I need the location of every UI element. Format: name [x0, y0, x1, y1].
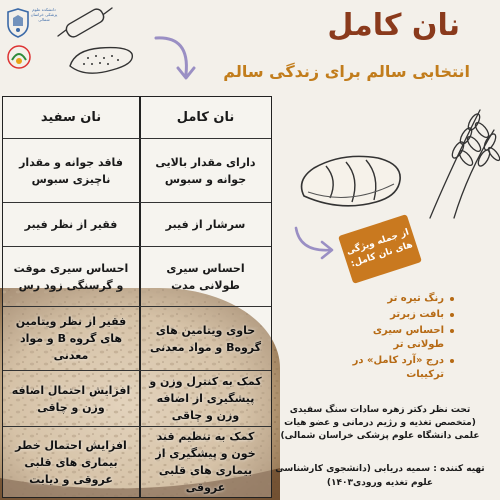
health-logo	[6, 44, 32, 70]
cell-whole: دارای مقدار بالایی جوانه و سبوس	[155, 155, 256, 186]
cell-whole: حاوی ویتامین های گروهB و مواد معدنی	[149, 323, 262, 354]
list-item: درج «آرد کامل» در ترکیبات	[342, 354, 454, 382]
prepared-by: تهیه کننده : سمیه دریابی (دانشجوی کارشناسی علوم تغذیه ورودی۱۴۰۳)	[275, 464, 485, 488]
cell-whole: کمک به تنظیم قند خون و پیشگیری از بیماری های قلبی عروقی	[155, 430, 256, 494]
list-item: رنگ تیره تر	[342, 292, 454, 306]
cell-whole: سرشار از فیبر	[165, 218, 246, 231]
logo-caption: دانشکده علوم پزشکی خراسان شمالی	[30, 7, 58, 22]
bread-loaf-icon	[290, 140, 410, 220]
table-header-row	[3, 97, 271, 139]
page-title: نان کامل	[327, 8, 460, 43]
cell-white: فاقد جوانه و مقدار ناچیزی سبوس	[19, 155, 123, 186]
features-badge: از جمله ویژگی های نان کامل:	[338, 214, 422, 284]
cell-white: فقیر از نظر ویتامین های گروه B و مواد معدنی	[15, 315, 127, 362]
list-item: بافت زبرتر	[342, 308, 454, 322]
page-subtitle: انتخابی سالم برای زندگی سالم	[223, 62, 470, 81]
cell-white: احساس سیری موقت و گرسنگی زود رس	[13, 261, 129, 292]
table-row	[3, 203, 271, 247]
cell-white: افزایش احتمال اضافه وزن و چاقی	[11, 383, 131, 414]
rolling-pin-icon	[40, 6, 140, 86]
cell-whole: کمک به کنترل وزن و پیشگیری از اضافه وزن و چاقی	[149, 375, 262, 422]
cell-whole: احساس سیری طولانی مدت	[166, 261, 245, 292]
header-whole-bread: نان کامل	[176, 110, 235, 125]
header-white-bread: نان سفید	[40, 110, 102, 125]
cell-white: فقیر از نظر فیبر	[24, 218, 118, 231]
university-logo	[6, 8, 30, 38]
curved-arrow-icon	[150, 30, 210, 90]
cell-white: افزایش احتمال خطر بیماری های قلبی عروقی و دیابت	[15, 438, 127, 486]
table-row	[3, 139, 271, 203]
table-row	[3, 371, 271, 427]
features-list	[342, 292, 454, 384]
comparison-table	[2, 96, 272, 498]
table-row	[3, 427, 271, 497]
table-row	[3, 247, 271, 307]
wheat-icon	[410, 100, 500, 220]
arrow-to-features-icon	[292, 222, 342, 262]
table-row	[3, 307, 271, 371]
list-item: احساس سیری طولانی تر	[342, 324, 454, 352]
supervisor-credit: تحت نظر دکتر زهره سادات سنگ سفیدی (متخصص تغذیه و رژیم درمانی و عضو هیات علمی دانشگاه علوم پزشکی خراسان شمالی)	[280, 405, 480, 441]
